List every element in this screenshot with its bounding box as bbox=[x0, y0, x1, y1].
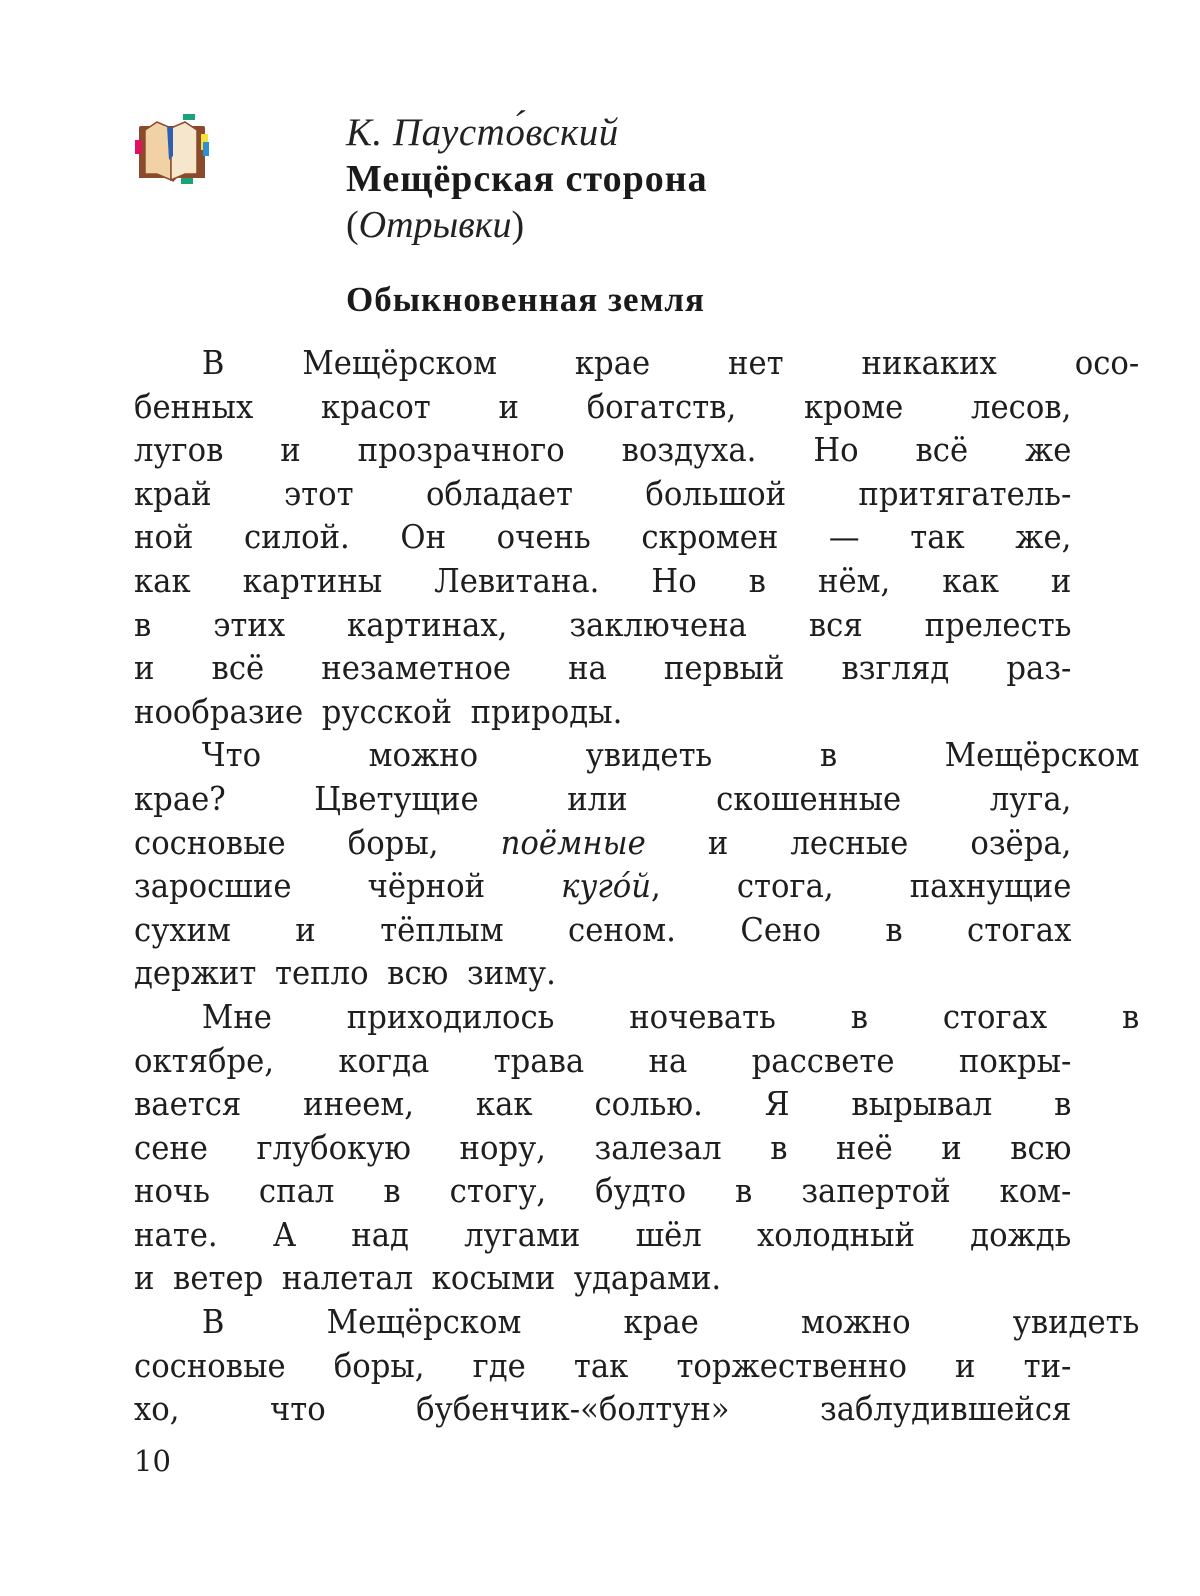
word: холодный bbox=[756, 1214, 915, 1254]
header-block bbox=[346, 110, 708, 248]
text-line bbox=[134, 1039, 1071, 1083]
word: тепло bbox=[274, 953, 369, 993]
word: раз- bbox=[1006, 648, 1072, 688]
word: и bbox=[707, 822, 729, 862]
word: всё bbox=[915, 430, 969, 470]
word: Левитана. bbox=[434, 560, 600, 600]
word: над bbox=[351, 1214, 409, 1254]
word: ти- bbox=[1023, 1345, 1072, 1385]
word: на bbox=[648, 1040, 688, 1080]
word: крае? bbox=[134, 778, 226, 818]
word: озёра, bbox=[970, 822, 1072, 862]
word: скошенные bbox=[716, 778, 902, 818]
text-line bbox=[134, 385, 1071, 429]
word: и bbox=[134, 1258, 155, 1298]
word: первый bbox=[663, 648, 785, 688]
word: и bbox=[134, 648, 155, 688]
book-icon bbox=[133, 112, 209, 186]
word: же, bbox=[1015, 517, 1072, 557]
word: ной bbox=[134, 517, 194, 557]
word: в bbox=[735, 1171, 753, 1211]
word: когда bbox=[338, 1040, 430, 1080]
word: воздуха. bbox=[621, 430, 757, 470]
word: на bbox=[568, 648, 607, 688]
word: стогах bbox=[942, 996, 1048, 1036]
work-title: Мещёрская сторона bbox=[346, 158, 708, 200]
word: же bbox=[1025, 430, 1072, 470]
word: крае bbox=[574, 343, 651, 382]
word: где bbox=[472, 1345, 526, 1385]
word: боры, bbox=[347, 822, 439, 862]
text-line bbox=[134, 1169, 1071, 1213]
text-line bbox=[134, 472, 1071, 516]
word: прозрачного bbox=[357, 430, 565, 470]
word: В bbox=[201, 1302, 225, 1342]
word: трава bbox=[493, 1040, 585, 1080]
word: стогах bbox=[967, 909, 1072, 949]
word: в bbox=[748, 560, 766, 600]
word: очень bbox=[496, 517, 591, 557]
word: можно bbox=[801, 1302, 911, 1342]
word: вырывал bbox=[851, 1084, 993, 1124]
word: никаких bbox=[861, 343, 997, 382]
word: всё bbox=[211, 648, 265, 688]
subtitle-paren-open: ( bbox=[346, 204, 359, 246]
text-line bbox=[134, 428, 1071, 472]
word: сосновые bbox=[134, 822, 286, 862]
word: пахнущие bbox=[909, 866, 1072, 906]
word: в bbox=[1122, 996, 1140, 1036]
text-line bbox=[134, 733, 1139, 777]
work-subtitle bbox=[346, 202, 708, 248]
word: сухим bbox=[134, 909, 231, 949]
section-title: Обыкновенная земля bbox=[346, 280, 705, 319]
word: бубенчик-«болтун» bbox=[416, 1389, 730, 1429]
word: дождь bbox=[970, 1214, 1072, 1254]
text-line bbox=[134, 777, 1071, 821]
word: заключена bbox=[569, 604, 747, 644]
word: всю bbox=[387, 953, 449, 993]
word: Мещёрском bbox=[944, 735, 1140, 775]
word: инеем, bbox=[303, 1084, 415, 1124]
word: Мещёрском bbox=[326, 1302, 522, 1342]
word: обладает bbox=[425, 473, 574, 513]
word: хо, bbox=[134, 1389, 180, 1429]
text-line bbox=[134, 690, 1071, 734]
italic-term: куго́й, bbox=[561, 866, 661, 906]
word: так bbox=[573, 1345, 629, 1385]
subtitle-text: Отрывки bbox=[358, 204, 512, 246]
word: вся bbox=[808, 604, 863, 644]
word: что bbox=[269, 1389, 326, 1429]
text-line bbox=[134, 341, 1139, 385]
word: незаметное bbox=[321, 648, 512, 688]
word: глубокую bbox=[256, 1127, 412, 1167]
word: вается bbox=[134, 1084, 242, 1124]
word: этих bbox=[213, 604, 286, 644]
word: взгляд bbox=[841, 648, 950, 688]
word: стогу, bbox=[449, 1171, 547, 1211]
word: луга, bbox=[989, 778, 1072, 818]
word: увидеть bbox=[1012, 1302, 1140, 1342]
word: скромен bbox=[641, 517, 779, 557]
word: и bbox=[280, 430, 301, 470]
word: край bbox=[134, 473, 212, 513]
word: в bbox=[1054, 1084, 1072, 1124]
word: приходилось bbox=[346, 996, 555, 1036]
word: нате. bbox=[134, 1214, 218, 1254]
text-line bbox=[134, 1213, 1071, 1257]
word: рассвете bbox=[751, 1040, 895, 1080]
word: притягатель- bbox=[858, 473, 1072, 513]
word: зиму. bbox=[466, 953, 556, 993]
text-line bbox=[134, 1082, 1071, 1126]
word: прелесть bbox=[924, 604, 1072, 644]
text-line bbox=[134, 646, 1071, 690]
word: покры- bbox=[958, 1040, 1072, 1080]
word: ком- bbox=[999, 1171, 1072, 1211]
word: в bbox=[850, 996, 869, 1036]
word: сеном. bbox=[568, 909, 676, 949]
word: бенных bbox=[134, 386, 254, 426]
word: крае bbox=[623, 1302, 699, 1342]
text-line bbox=[134, 603, 1071, 647]
word: заблудившейся bbox=[820, 1389, 1072, 1429]
word: как bbox=[475, 1084, 533, 1124]
word: лесные bbox=[790, 822, 909, 862]
word: ночь bbox=[134, 1171, 210, 1211]
text-line bbox=[134, 864, 1071, 908]
text-line bbox=[134, 559, 1071, 603]
word: так bbox=[910, 517, 965, 557]
word: В bbox=[201, 343, 225, 382]
word: осо- bbox=[1074, 343, 1140, 382]
word: налетал bbox=[281, 1258, 414, 1298]
word: Цветущие bbox=[314, 778, 479, 818]
word: большой bbox=[645, 473, 787, 513]
word: — bbox=[828, 517, 860, 557]
page-number: 10 bbox=[134, 1444, 171, 1478]
author-name: К. Паусто́вский bbox=[346, 111, 619, 154]
word: в bbox=[134, 604, 152, 644]
text-line bbox=[134, 515, 1071, 559]
word: косыми bbox=[431, 1258, 556, 1298]
word: и bbox=[498, 386, 519, 426]
word: Мещёрском bbox=[302, 343, 497, 382]
text-line bbox=[134, 821, 1071, 865]
word: в bbox=[885, 909, 903, 949]
word: русской bbox=[321, 691, 452, 731]
word: богатств, bbox=[586, 386, 737, 426]
word: Но bbox=[813, 430, 859, 470]
word: красот bbox=[321, 386, 431, 426]
word: чёрной bbox=[367, 866, 486, 906]
word: лугами bbox=[464, 1214, 581, 1254]
subtitle-paren-close: ) bbox=[511, 204, 525, 246]
word: Я bbox=[764, 1084, 790, 1124]
word: тёплым bbox=[380, 909, 504, 949]
text-line bbox=[134, 951, 1071, 995]
word: боры, bbox=[333, 1345, 425, 1385]
word: Что bbox=[201, 735, 262, 775]
word: залезал bbox=[594, 1127, 722, 1167]
word: ударами. bbox=[573, 1258, 722, 1298]
word: как bbox=[942, 560, 999, 600]
word: нет bbox=[728, 343, 784, 382]
body-text bbox=[134, 341, 1140, 1431]
word: торжественно bbox=[676, 1345, 907, 1385]
word: в bbox=[770, 1127, 788, 1167]
word: или bbox=[567, 778, 628, 818]
word: Мне bbox=[201, 996, 272, 1036]
word: ночевать bbox=[629, 996, 776, 1036]
word: октябре, bbox=[134, 1040, 275, 1080]
text-line bbox=[134, 1256, 1071, 1300]
text-line bbox=[134, 995, 1139, 1039]
word: можно bbox=[368, 735, 479, 775]
word: силой. bbox=[243, 517, 350, 557]
word: увидеть bbox=[585, 735, 713, 775]
word: природы. bbox=[470, 691, 623, 731]
word: солью. bbox=[594, 1084, 703, 1124]
word: спал bbox=[258, 1171, 335, 1211]
word: нору, bbox=[459, 1127, 546, 1167]
word: Но bbox=[651, 560, 697, 600]
word: лугов bbox=[134, 430, 224, 470]
word: сосновые bbox=[134, 1345, 286, 1385]
text-line bbox=[134, 1126, 1071, 1170]
text-line bbox=[134, 908, 1071, 952]
word: и bbox=[941, 1127, 962, 1167]
word: ветер bbox=[173, 1258, 264, 1298]
word: неё bbox=[835, 1127, 893, 1167]
word: этот bbox=[283, 473, 354, 513]
word: и bbox=[295, 909, 316, 949]
text-line bbox=[134, 1387, 1071, 1431]
text-line bbox=[134, 1300, 1139, 1344]
italic-term: поёмные bbox=[500, 822, 646, 862]
word: как bbox=[134, 560, 191, 600]
word: Он bbox=[400, 517, 447, 557]
word: картинах, bbox=[347, 604, 508, 644]
word: запертой bbox=[801, 1171, 951, 1211]
text-line bbox=[134, 1344, 1071, 1388]
word: нём, bbox=[817, 560, 891, 600]
word: и bbox=[955, 1345, 976, 1385]
word: держит bbox=[134, 953, 257, 993]
word: нообразие bbox=[134, 691, 304, 731]
word: Сено bbox=[740, 909, 821, 949]
word: и bbox=[1050, 560, 1072, 600]
word: в bbox=[383, 1171, 401, 1211]
word: лесов, bbox=[971, 386, 1072, 426]
word: сене bbox=[134, 1127, 208, 1167]
word: стога, bbox=[736, 866, 834, 906]
word: в bbox=[819, 735, 838, 775]
word: заросшие bbox=[134, 866, 292, 906]
word: картины bbox=[242, 560, 383, 600]
word: будто bbox=[595, 1171, 687, 1211]
word: всю bbox=[1010, 1127, 1072, 1167]
word: шёл bbox=[635, 1214, 702, 1254]
word: А bbox=[272, 1214, 297, 1254]
word: кроме bbox=[803, 386, 904, 426]
